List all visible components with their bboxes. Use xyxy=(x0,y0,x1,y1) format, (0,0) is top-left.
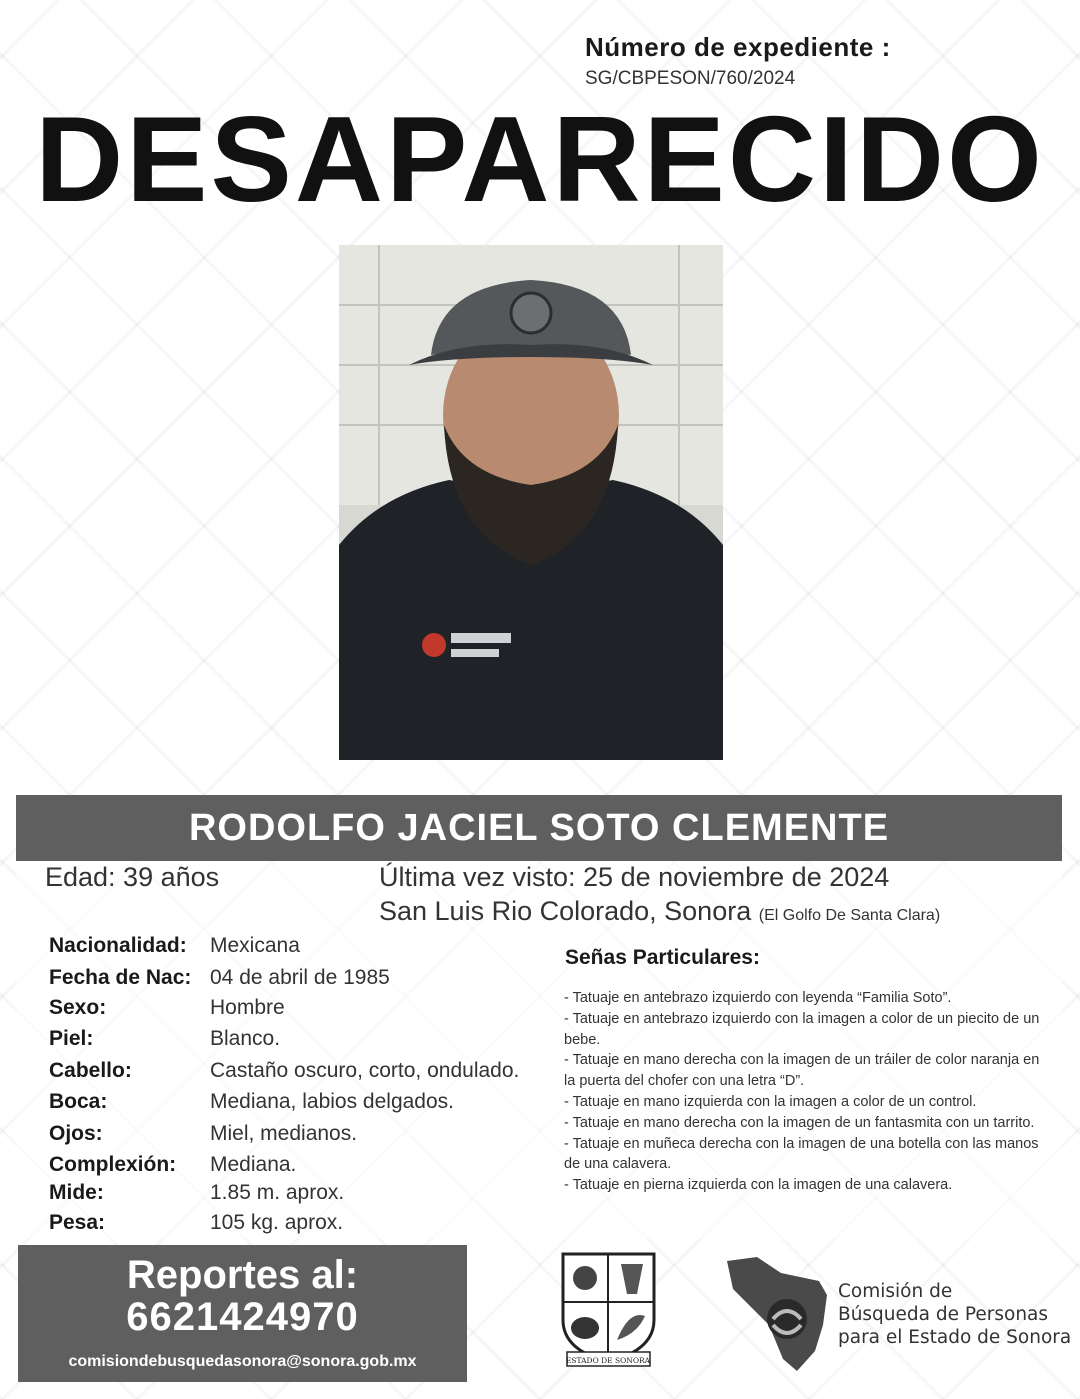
mark-item: - Tatuaje en mano izquierda con la imagen a color de un control. xyxy=(564,1093,977,1110)
location-city: San Luis Rio Colorado, Sonora xyxy=(379,896,752,926)
mark-item: - Tatuaje en mano derecha con la imagen de un fantasmita con un tarrito. xyxy=(564,1114,1035,1131)
headline: DESAPARECIDO xyxy=(35,91,1045,227)
value-hair: Castaño oscuro, corto, ondulado. xyxy=(210,1059,520,1082)
file-number: SG/CBPESON/760/2024 xyxy=(585,68,796,89)
commission-line: Comisión de xyxy=(838,1281,953,1302)
value-weight: 105 kg. aprox. xyxy=(210,1211,344,1234)
last-seen-location xyxy=(379,896,940,927)
commission-line: Búsqueda de Personas xyxy=(838,1304,1049,1325)
sonora-map-logo xyxy=(723,1255,831,1373)
value-sex: Hombre xyxy=(210,996,285,1019)
shield-caption: ESTADO DE SONORA xyxy=(565,1356,651,1365)
reports-box xyxy=(18,1245,467,1382)
label-weight: Pesa: xyxy=(49,1211,106,1234)
value-build: Mediana. xyxy=(210,1153,297,1176)
label-build: Complexión: xyxy=(49,1153,177,1176)
value-eyes: Miel, medianos. xyxy=(210,1122,358,1145)
mark-item: - Tatuaje en muñeca derecha con la imagen de una botella con las manos de una calavera. xyxy=(564,1135,1039,1173)
value-skin: Blanco. xyxy=(210,1027,281,1050)
marks-list xyxy=(564,988,1054,1196)
location-detail: (El Golfo De Santa Clara) xyxy=(758,907,941,924)
state-shield-logo xyxy=(557,1250,660,1368)
label-hair: Cabello: xyxy=(49,1059,132,1082)
label-sex: Sexo: xyxy=(49,996,107,1019)
mark-item: - Tatuaje en antebrazo izquierdo con leyenda “Familia Soto”. xyxy=(564,990,952,1006)
label-mouth: Boca: xyxy=(49,1090,108,1113)
mark-item: - Tatuaje en antebrazo izquierdo con la imagen a color de un piecito de un bebe. xyxy=(564,1010,1040,1048)
label-skin: Piel: xyxy=(49,1027,94,1050)
reports-phone[interactable]: 6621424970 xyxy=(126,1295,359,1339)
marks-title: Señas Particulares: xyxy=(565,946,760,969)
person-name: RODOLFO JACIEL SOTO CLEMENTE xyxy=(16,795,1062,861)
mark-item: - Tatuaje en mano derecha con la imagen de un tráiler de color naranja en la puerta del chofer con una letra “D”. xyxy=(564,1052,1040,1090)
label-birthdate: Fecha de Nac: xyxy=(49,966,192,989)
label-eyes: Ojos: xyxy=(49,1122,103,1145)
value-height: 1.85 m. aprox. xyxy=(210,1181,345,1204)
value-mouth: Mediana, labios delgados. xyxy=(210,1090,455,1113)
value-birthdate: 04 de abril de 1985 xyxy=(210,966,390,989)
label-height: Mide: xyxy=(49,1181,104,1204)
reports-title: Reportes al: xyxy=(126,1253,359,1297)
value-nationality: Mexicana xyxy=(210,934,300,957)
person-age: Edad: 39 años xyxy=(45,862,220,892)
reports-email[interactable]: comisiondebusquedasonora@sonora.gob.mx xyxy=(68,1353,417,1370)
commission-name xyxy=(838,1280,1071,1349)
label-nationality: Nacionalidad: xyxy=(49,934,187,957)
commission-line: para el Estado de Sonora xyxy=(838,1327,1072,1348)
person-photo xyxy=(339,245,723,760)
file-number-label: Número de expediente : xyxy=(585,32,891,62)
last-seen-date: Última vez visto: 25 de noviembre de 2024 xyxy=(379,862,890,892)
mark-item: - Tatuaje en pierna izquierda con la imagen de una calavera. xyxy=(564,1177,953,1194)
